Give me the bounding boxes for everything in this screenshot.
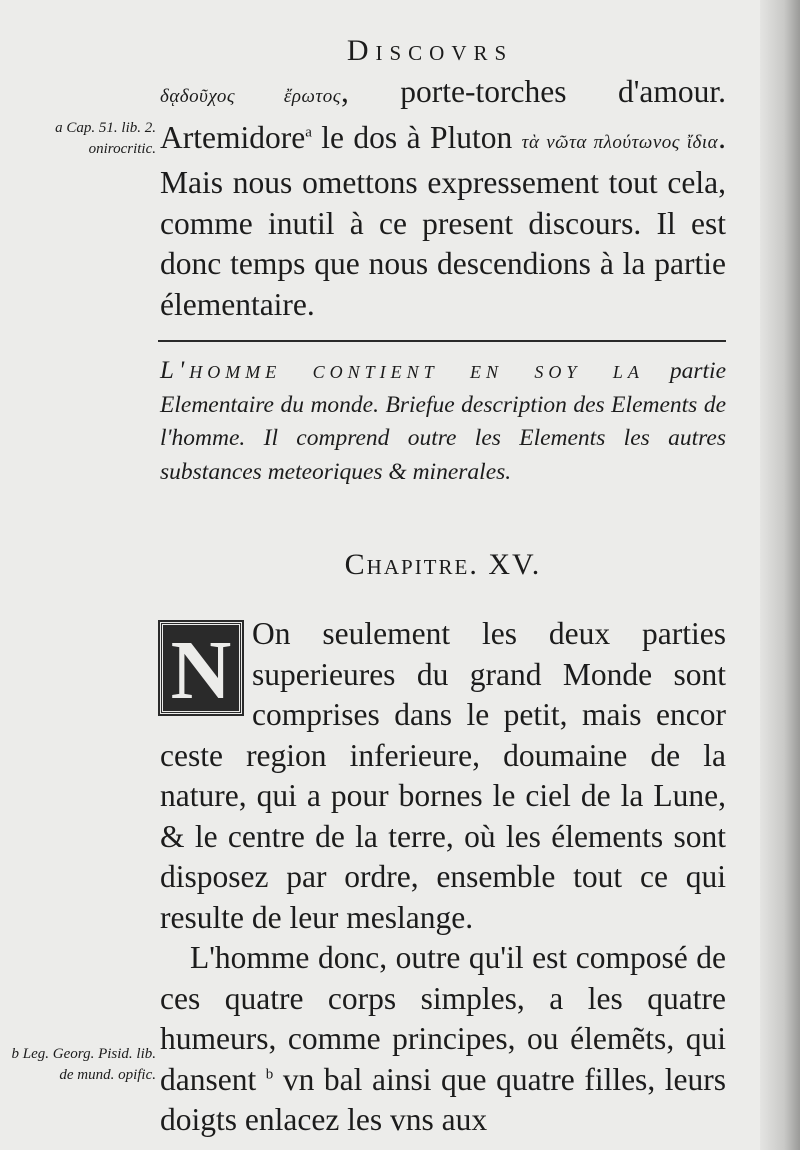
greek-phrase-1: δᾳδοῦχος ἔρωτος bbox=[160, 86, 341, 107]
intro-text-2: le dos à Pluton bbox=[311, 119, 522, 155]
chapter-summary bbox=[160, 354, 726, 489]
summary-caps: L'homme contient en soy la bbox=[160, 357, 644, 384]
intro-text-1: , porte-torches d'amour. Artemidore bbox=[160, 74, 727, 155]
footnote-mark-a[interactable]: a bbox=[305, 124, 312, 140]
ornamental-initial: N bbox=[160, 622, 242, 714]
running-header: Discovrs bbox=[346, 34, 514, 67]
page-edge-shadow bbox=[760, 0, 800, 1150]
greek-phrase-2: τὰ νῶτα πλούτωνος ἴδια bbox=[521, 131, 719, 153]
paragraph-1: On seulement les deux parties superieures du grand Monde sont comprises dans le petit, mais encor ceste region inferieure, doumaine de la nature, qui a pour bornes le ciel de la Lune, & le centre de la terre, où les élements sont disposez par ordre, ensemble tout ce qui resulte de leur meslange. bbox=[160, 616, 726, 935]
summary-text: partie Elementaire du monde. Briefue description des Elements de l'homme. Il comprend outre les Elements les autres substances meteoriques & minerales. bbox=[160, 358, 726, 485]
paragraph-2 bbox=[160, 938, 726, 1141]
intro-paragraph bbox=[160, 72, 726, 325]
section-divider bbox=[158, 340, 726, 342]
paragraph-2-part-2: vn bal ainsi que quatre filles, leurs doigts enlacez les vns aux bbox=[160, 1061, 726, 1137]
margin-note-b: b Leg. Georg. Pisid. lib. de mund. opific. bbox=[11, 1046, 156, 1083]
chapter-heading: Chapitre. XV. bbox=[344, 548, 542, 581]
intro-text-3: . Mais nous omettons expressement tout cela, comme inutil à ce present discours. Il est donc temps que nous descendions à la partie élementaire. bbox=[160, 119, 726, 322]
paragraph-2-part-1: L'homme donc, outre qu'il est composé de ces quatre corps simples, a les quatre humeurs, comme principes, ou élemẽts, qui dansent bbox=[160, 940, 726, 1097]
main-text bbox=[160, 614, 726, 1141]
margin-note-a: a Cap. 51. lib. 2. onirocritic. bbox=[55, 120, 156, 157]
footnote-mark-b[interactable]: b bbox=[265, 1066, 274, 1082]
